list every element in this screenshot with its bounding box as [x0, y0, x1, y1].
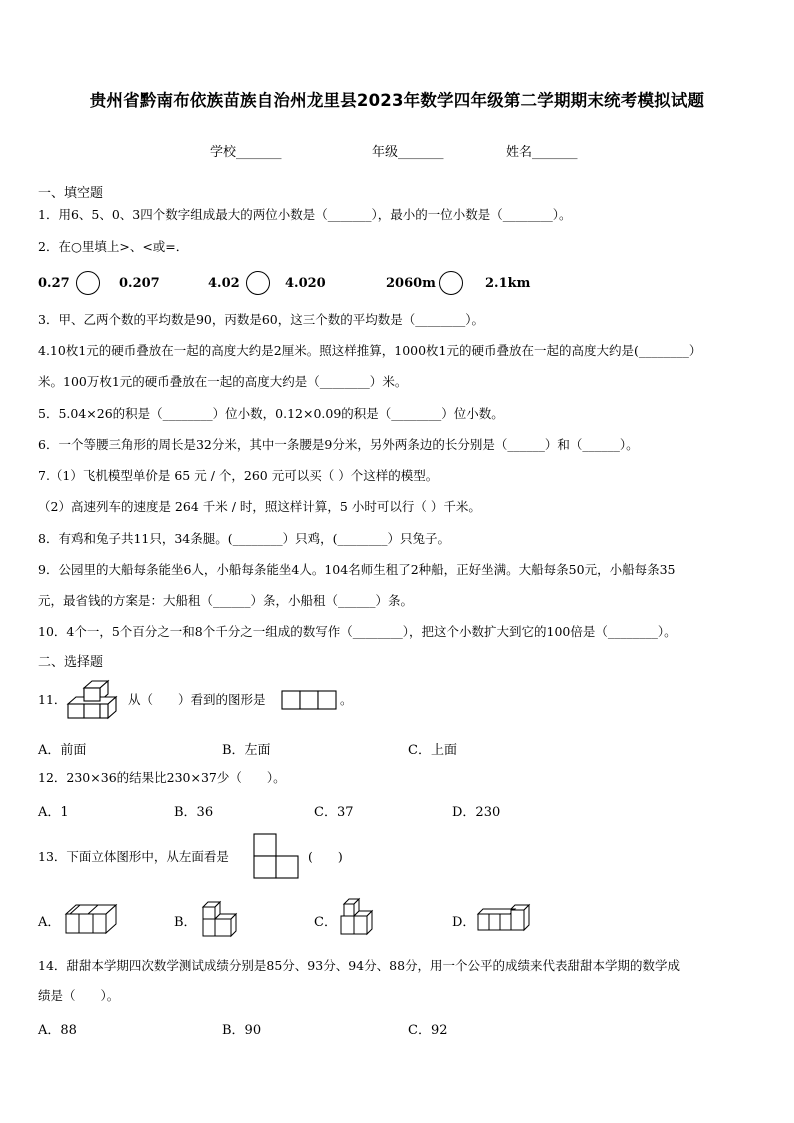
question-6: 6．一个等腰三角形的周长是32分米，其中一条腰是9分米，另外两条边的长分别是（______）和（______）。: [38, 437, 639, 452]
q13-figure-b: [200, 899, 242, 939]
compare-left-1: 0.27: [38, 276, 70, 291]
q13-option-a[interactable]: A．: [38, 915, 61, 930]
name-field: 姓名_______: [506, 145, 578, 160]
compare-left-2: 4.02: [208, 276, 240, 291]
q12-option-c[interactable]: C．37: [314, 805, 354, 820]
compare-circle-2: [246, 271, 270, 295]
question-1: 1．用6、5、0、3四个数字组成最大的两位小数是（_______），最小的一位小数是（________）。: [38, 207, 572, 222]
question-3: 3．甲、乙两个数的平均数是90，丙数是60，这三个数的平均数是（________）。: [38, 312, 485, 327]
compare-right-1: 0.207: [119, 276, 160, 291]
question-11-number: 11．: [38, 692, 67, 707]
question-8: 8．有鸡和兔子共11只，34条腿。(________）只鸡，(________）只兔子。: [38, 531, 451, 546]
question-7-part-2: （2）高速列车的速度是 264 千米 / 时，照这样计算，5 小时可以行（ ）千米。: [38, 499, 481, 514]
question-4-line-2: 米。100万枚1元的硬币叠放在一起的高度大约是（________）米。: [38, 374, 408, 389]
q14-option-b[interactable]: B．90: [222, 1023, 262, 1038]
q14-option-a[interactable]: A．88: [38, 1023, 77, 1038]
question-13: 13．下面立体图形中，从左面看是: [38, 849, 229, 864]
q13-figure-c: [338, 897, 380, 939]
question-2: 2．在○里填上>、<或=．: [38, 239, 189, 254]
question-9-line-2: 元，最省钱的方案是：大船租（______）条，小船租（______）条。: [38, 593, 414, 608]
question-11-text: 从（ ）看到的图形是: [128, 692, 266, 707]
q14-option-c[interactable]: C．92: [408, 1023, 448, 1038]
q11-option-c[interactable]: C．上面: [408, 743, 457, 758]
compare-circle-1: [76, 271, 100, 295]
question-11-end: 。: [340, 692, 353, 707]
q13-figure-a: [64, 900, 120, 936]
q13-figure-d: [476, 900, 534, 936]
page-title: 贵州省黔南布依族苗族自治州龙里县2023年数学四年级第二学期期末统考模拟试题: [89, 91, 705, 110]
cube-stack-figure: [66, 678, 128, 722]
q12-option-a[interactable]: A．1: [38, 805, 69, 820]
q12-option-d[interactable]: D．230: [452, 805, 501, 820]
question-14-line-2: 绩是（ ）。: [38, 988, 120, 1003]
q12-option-b[interactable]: B．36: [174, 805, 214, 820]
school-field: 学校_______: [210, 145, 282, 160]
compare-circle-3: [439, 271, 463, 295]
section-choice-heading: 二、选择题: [38, 655, 104, 670]
q11-option-a[interactable]: A．前面: [38, 743, 87, 758]
q11-option-b[interactable]: B．左面: [222, 743, 271, 758]
q13-option-c[interactable]: C．: [314, 915, 337, 930]
compare-right-2: 4.020: [285, 276, 326, 291]
question-13-blank: ( ): [308, 849, 343, 864]
grade-field: 年级_______: [372, 145, 444, 160]
question-10: 10．4个一，5个百分之一和8个千分之一组成的数写作（________），把这个小数扩大到它的100倍是（________）。: [38, 624, 677, 639]
question-7-part-1: 7.（1）飞机模型单价是 65 元 / 个，260 元可以买（ ）个这样的模型。: [38, 468, 439, 483]
question-12: 12．230×36的结果比230×37少（ ）。: [38, 770, 286, 785]
question-14-line-1: 14．甜甜本学期四次数学测试成绩分别是85分、93分、94分、88分，用一个公平的成绩来代表甜甜本学期的数学成: [38, 958, 681, 973]
section-fill-heading: 一、填空题: [38, 186, 104, 201]
question-4-line-1: 4.10枚1元的硬币叠放在一起的高度大约是2厘米。照这样推算，1000枚1元的硬币叠放在一起的高度大约是(________）: [38, 343, 702, 358]
question-9-line-1: 9．公园里的大船每条能坐6人，小船每条能坐4人。104名师生租了2种船，正好坐满。大船每条50元，小船每条35: [38, 562, 676, 577]
compare-left-3: 2060m: [386, 276, 436, 291]
q13-option-b[interactable]: B．: [174, 915, 197, 930]
left-view-figure: [253, 833, 301, 879]
view-three-squares: [281, 690, 341, 710]
question-5: 5．5.04×26的积是（________）位小数，0.12×0.09的积是（________）位小数。: [38, 406, 504, 421]
compare-right-3: 2.1km: [485, 276, 531, 291]
q13-option-d[interactable]: D．: [452, 915, 476, 930]
